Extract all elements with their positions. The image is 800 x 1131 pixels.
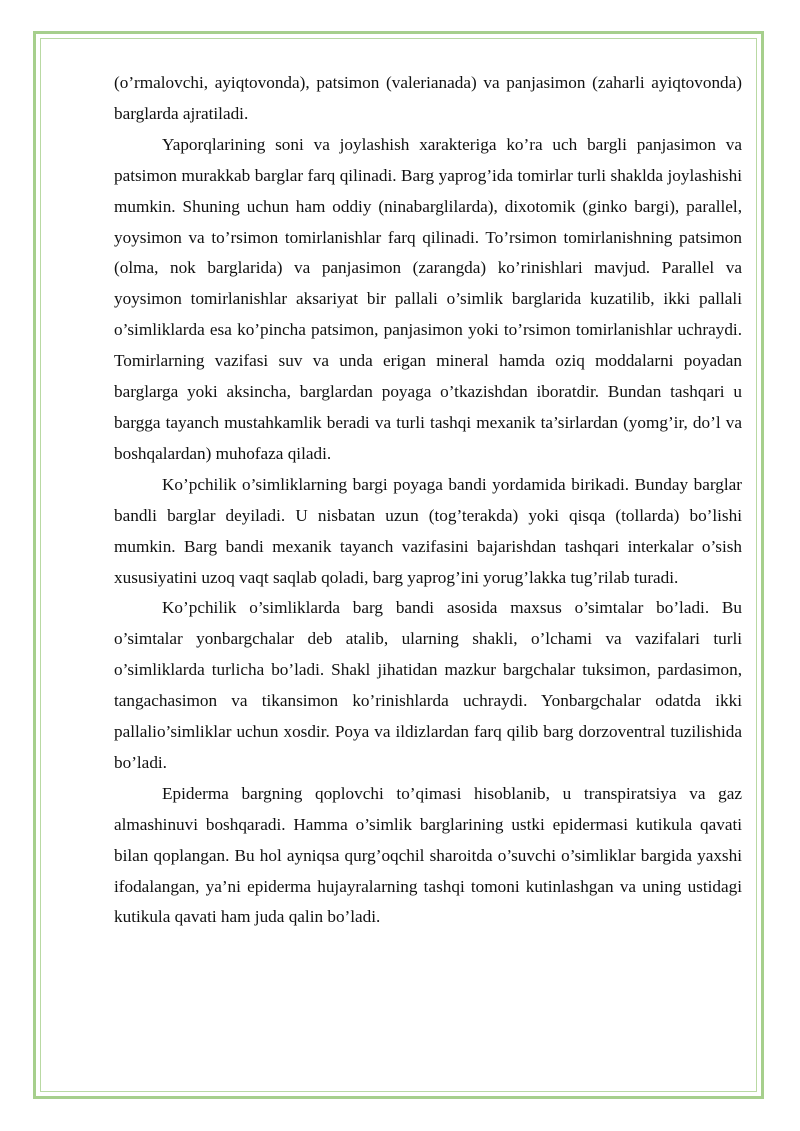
paragraph-2: Yaporqlarining soni va joylashish xarakteriga ko’ra uch bargli panjasimon va patsimon murakkab barglar farq qilinadi. Barg yaprog’ida tomirlar turli shaklda joylashishi mumkin. Shuning uchun ham oddiy (ninabarglilarda), dixotomik (ginko bargi), parallel, yoysimon va to’rsimon tomirlanishlar farq qilinadi. To’rsimon tomirlanishning patsimon (olma, nok barglarida) va panjasimon (zarangda) ko’rinishlari mavjud. Parallel va yoysimon tomirlanishlar aksariyat bir pallali o’simlik barglarida kuzatilib, ikki pallali o’simliklarda esa ko’pincha patsimon, panjasimon yoki to’rsimon tomirlanishlar uchraydi. Tomirlarning vazifasi suv va unda erigan mineral hamda oziq moddalarni poyadan barglarga yoki aksincha, barglardan poyaga o’tkazishdan iboratdir. Bundan tashqari u bargga tayanch mustahkamlik beradi va turli tashqi mexanik ta’sirlardan (yomg’ir, do’l va boshqalardan) muhofaza qiladi. (114, 134, 742, 463)
paragraph-4: Ko’pchilik o’simliklarda barg bandi asosida maxsus o’simtalar bo’ladi. Bu o’simtalar yonbargchalar deb atalib, ularning shakli, o’lchami va vazifalari turli o’simliklarda turlicha bo’ladi. Shakl jihatidan mazkur bargchalar tuksimon, pardasimon, tangachasimon va tikansimon ko’rinishlarda uchraydi. Yonbargchalar odatda ikki pallalio’simliklar uchun xosdir. Poya va ildizlardan farq qilib barg dorzoventral tuzilishida bo’ladi. (114, 598, 742, 772)
paragraph-1: (o’rmalovchi, ayiqtovonda), patsimon (valerianada) va panjasimon (zaharli ayiqtovonda) barglarda ajratiladi. (114, 73, 742, 123)
document-body (114, 68, 742, 933)
paragraph-5: Epiderma bargning qoplovchi to’qimasi hisoblanib, u transpiratsiya va gaz almashinuvi boshqaradi. Hamma o’simlik barglarining ustki epidermasi kutikula qavati bilan qoplangan. Bu hol ayniqsa qurg’oqchil sharoitda o’suvchi o’simliklar bargida yaxshi ifodalangan, ya’ni epiderma hujayralarning tashqi tomoni kutinlashgan va uning ustidagi kutikula qavati ham juda qalin bo’ladi. (114, 783, 742, 927)
paragraph-3: Ko’pchilik o’simliklarning bargi poyaga bandi yordamida birikadi. Bunday barglar bandli barglar deyiladi. U nisbatan uzun (tog’terakda) yoki qisqa (tollarda) bo’lishi mumkin. Barg bandi mexanik tayanch vazifasini bajarishdan tashqari interkalar o’sish xususiyatini uzoq vaqt saqlab qoladi, barg yaprog’ini yorug’lakka tug’rilab turadi. (114, 474, 742, 587)
